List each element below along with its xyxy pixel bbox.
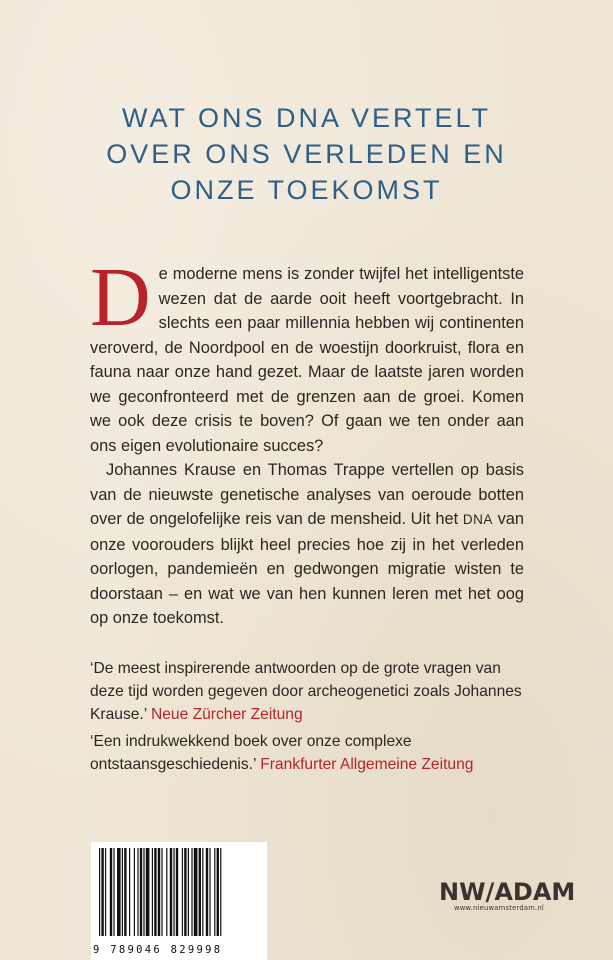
publisher-logo-mark: NW/ADAM (439, 878, 576, 906)
barcode-bar (146, 848, 150, 936)
title-line: ONZE TOEKOMST (170, 175, 443, 205)
barcode-bar (140, 848, 142, 936)
paragraph-1-text: e moderne mens is zonder twijfel het intelligentste wezen dat de aarde ooit heeft voortgebracht. In slechts een paar millennia hebben wij continenten veroverd, de Noordpool en de woestijn doorkruist, flora en fauna naar onze hand gezet. Maar de laatste jaren worden we geconfronteerd met de grenzen aan de groei. Komen we ook deze crisis te boven? Of gaan we ten onder aan ons eigen evolutionaire succes? (90, 265, 524, 455)
quote-source: Frankfurter Allgemeine Zeitung (260, 756, 474, 773)
blurb (90, 251, 524, 631)
quote-source: Neue Zürcher Zeitung (150, 706, 303, 723)
publisher-logo (439, 878, 576, 912)
blurb-paragraph-2 (90, 458, 524, 631)
barcode-bar (166, 848, 167, 936)
isbn-barcode (91, 842, 267, 960)
barcode-bar (110, 848, 112, 936)
barcode-bar (199, 848, 201, 936)
barcode-bar (161, 848, 162, 936)
barcode-bar (170, 848, 172, 936)
barcode-bar (194, 848, 198, 936)
barcode-bar (129, 848, 130, 936)
barcode-bar (99, 848, 100, 936)
paragraph-2-start: Johannes Krause en Thomas Trappe vertellen op basis van de nieuwste genetische analyses van oeroude botten over de ongelofelijke reis van de mensheid. Uit het (90, 461, 524, 528)
paragraph-2-end: van onze voorouders blijkt heel precies hoe zij in het verleden oorlogen, pandemieën en gedwongen migratie wisten te doorstaan – en wat we van hen kunnen leren met het oog op onze toekomst. (90, 510, 524, 627)
barcode-bar (182, 848, 183, 936)
barcode-bar (124, 848, 126, 936)
barcode-bar (184, 848, 186, 936)
barcode-bar (176, 848, 178, 936)
barcode-bar (117, 848, 121, 936)
quote-text: ‘De meest inspirerende antwoorden op de grote vragen van deze tijd worden gegeven door archeogenetici zoals Johannes Krause.’ (90, 660, 522, 723)
drop-cap: D (90, 251, 151, 344)
barcode-bars (99, 848, 259, 936)
barcode-bar (101, 848, 103, 936)
back-cover-title (0, 100, 613, 208)
barcode-bar (173, 848, 174, 936)
barcode-bar (122, 848, 123, 936)
title-line: OVER ONS VERLEDEN EN (106, 139, 507, 169)
barcode-bar (217, 848, 219, 936)
barcode-bar (191, 848, 192, 936)
barcode-bar (220, 848, 221, 936)
barcode-bar (206, 848, 208, 936)
barcode-bar (134, 848, 135, 936)
barcode-bar (202, 848, 203, 936)
barcode-bar (154, 848, 156, 936)
barcode-bar (152, 848, 153, 936)
quote-text: ‘Een indrukwekkend boek over onze complexe ontstaansgeschiedenis.’ (90, 733, 412, 773)
barcode-bar (105, 848, 106, 936)
dna-smallcaps: DNA (462, 512, 493, 527)
publisher-url: www.nieuwamsterdam.nl (454, 904, 544, 912)
blurb-paragraph-1 (90, 251, 524, 458)
barcode-bar (209, 848, 210, 936)
barcode-bar (143, 848, 144, 936)
barcode-bar (137, 848, 138, 936)
barcode-bar (113, 848, 114, 936)
barcode-bar (188, 848, 189, 936)
barcode-bar (158, 848, 160, 936)
review-quote (90, 657, 524, 726)
title-line: WAT ONS DNA VERTELT (121, 103, 492, 133)
barcode-bar (214, 848, 215, 936)
review-quote (90, 730, 524, 776)
isbn-number: 9 789046 829998 (93, 944, 223, 956)
